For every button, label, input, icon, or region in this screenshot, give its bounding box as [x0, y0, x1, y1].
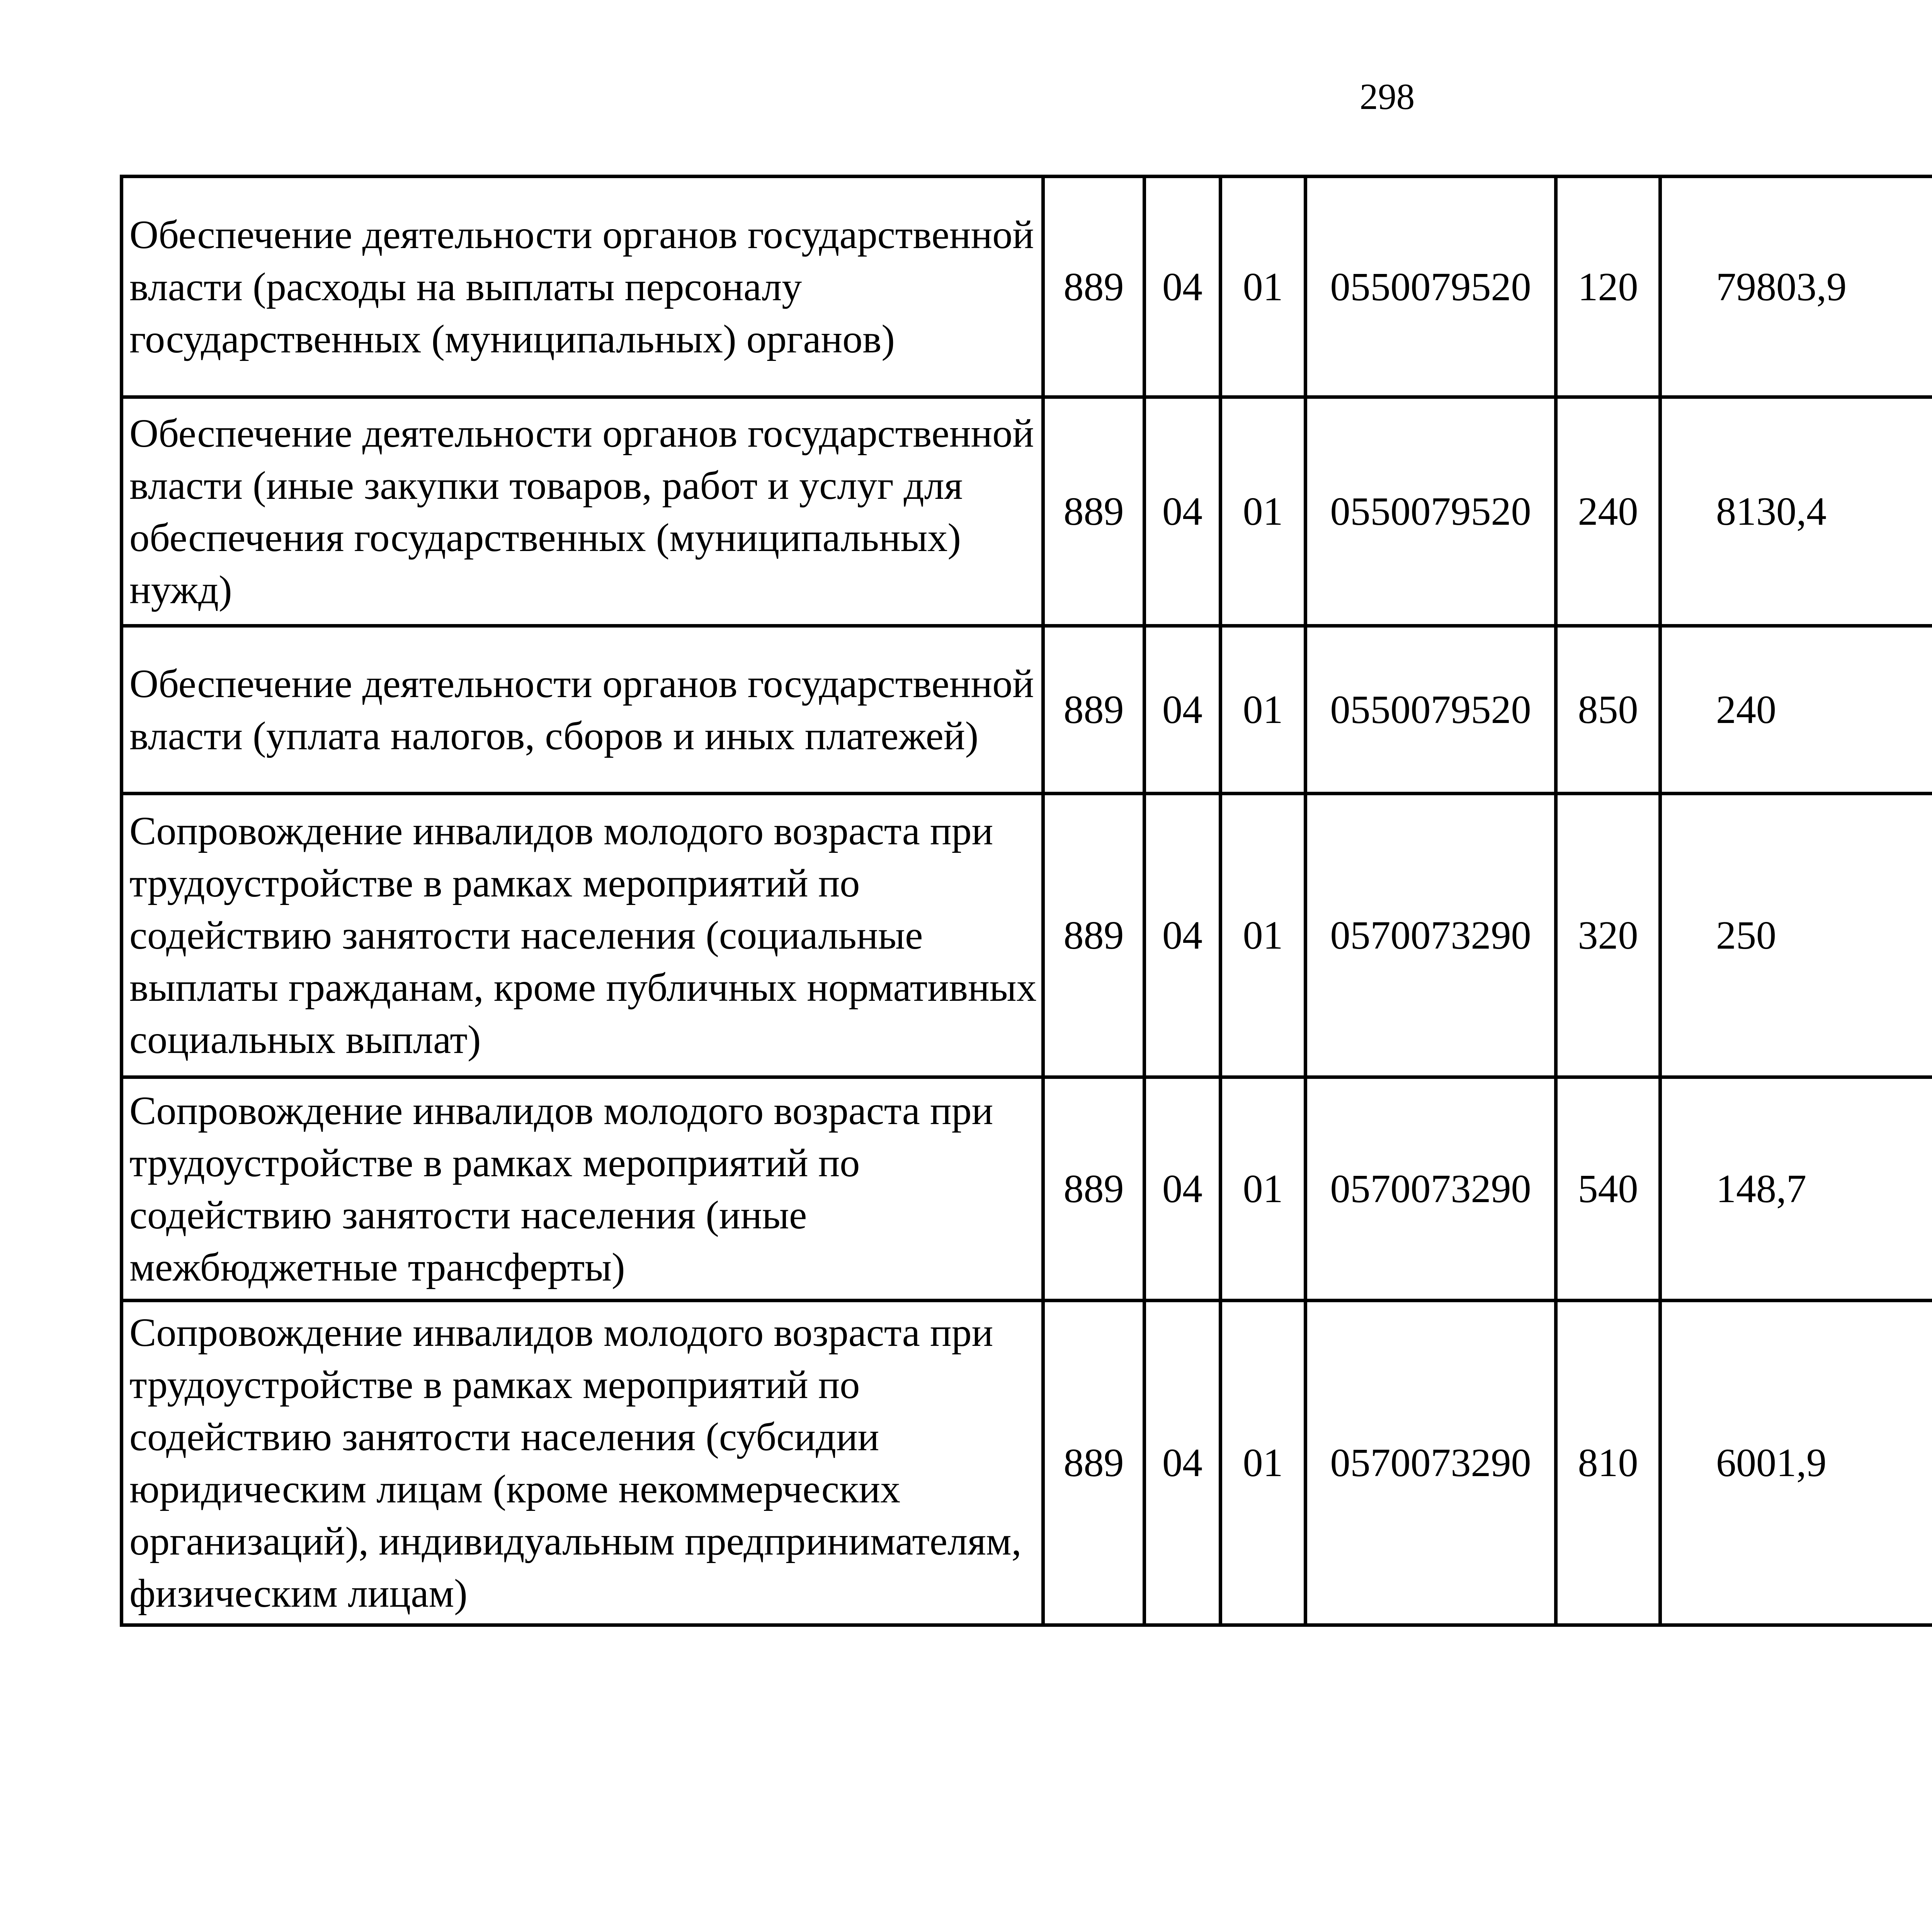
subsection-code: 01 [1221, 397, 1306, 626]
ministry-code: 889 [1043, 177, 1145, 397]
ministry-code: 889 [1043, 626, 1145, 794]
row-description: Обеспечение деятельности органов государственной власти (иные закупки товаров, работ и услуг для обеспечения государственных (муниципальных) нужд) [122, 397, 1043, 626]
target-article-code: 0550079520 [1306, 397, 1556, 626]
expense-type-code: 810 [1556, 1301, 1660, 1625]
section-code: 04 [1145, 626, 1221, 794]
ministry-code: 889 [1043, 397, 1145, 626]
amount-1: 79803,9 [1660, 177, 1932, 397]
table-row [122, 626, 1932, 794]
amount-1: 6001,9 [1660, 1301, 1932, 1625]
table-row [122, 397, 1932, 626]
section-code: 04 [1145, 177, 1221, 397]
page-number: 298 [1359, 76, 1415, 117]
subsection-code: 01 [1221, 1077, 1306, 1301]
section-code: 04 [1145, 1301, 1221, 1625]
table-row [122, 1301, 1932, 1625]
table-row [122, 1077, 1932, 1301]
ministry-code: 889 [1043, 794, 1145, 1077]
target-article-code: 0570073290 [1306, 794, 1556, 1077]
amount-1: 8130,4 [1660, 397, 1932, 626]
section-code: 04 [1145, 397, 1221, 626]
expense-type-code: 320 [1556, 794, 1660, 1077]
row-description: Сопровождение инвалидов молодого возраста при трудоустройстве в рамках мероприятий по содействию занятости населения (субсидии юридическим лицам (кроме некоммерческих организаций), индивидуальным предпринимателям, физическим лицам) [122, 1301, 1043, 1625]
ministry-code: 889 [1043, 1301, 1145, 1625]
row-description: Сопровождение инвалидов молодого возраста при трудоустройстве в рамках мероприятий по содействию занятости населения (социальные выплаты гражданам, кроме публичных нормативных социальных выплат) [122, 794, 1043, 1077]
subsection-code: 01 [1221, 626, 1306, 794]
section-code: 04 [1145, 794, 1221, 1077]
target-article-code: 0550079520 [1306, 626, 1556, 794]
table-row [122, 794, 1932, 1077]
expense-type-code: 120 [1556, 177, 1660, 397]
subsection-code: 01 [1221, 1301, 1306, 1625]
expense-type-code: 240 [1556, 397, 1660, 626]
subsection-code: 01 [1221, 177, 1306, 397]
table-row [122, 177, 1932, 397]
target-article-code: 0570073290 [1306, 1077, 1556, 1301]
expense-type-code: 540 [1556, 1077, 1660, 1301]
row-description: Обеспечение деятельности органов государственной власти (расходы на выплаты персоналу государственных (муниципальных) органов) [122, 177, 1043, 397]
row-description: Сопровождение инвалидов молодого возраста при трудоустройстве в рамках мероприятий по содействию занятости населения (иные межбюджетные трансферты) [122, 1077, 1043, 1301]
expense-type-code: 850 [1556, 626, 1660, 794]
section-code: 04 [1145, 1077, 1221, 1301]
subsection-code: 01 [1221, 794, 1306, 1077]
amount-1: 240 [1660, 626, 1932, 794]
target-article-code: 0570073290 [1306, 1301, 1556, 1625]
ministry-code: 889 [1043, 1077, 1145, 1301]
amount-1: 148,7 [1660, 1077, 1932, 1301]
target-article-code: 0550079520 [1306, 177, 1556, 397]
budget-table [120, 175, 1932, 1627]
amount-1: 250 [1660, 794, 1932, 1077]
row-description: Обеспечение деятельности органов государственной власти (уплата налогов, сборов и иных платежей) [122, 626, 1043, 794]
